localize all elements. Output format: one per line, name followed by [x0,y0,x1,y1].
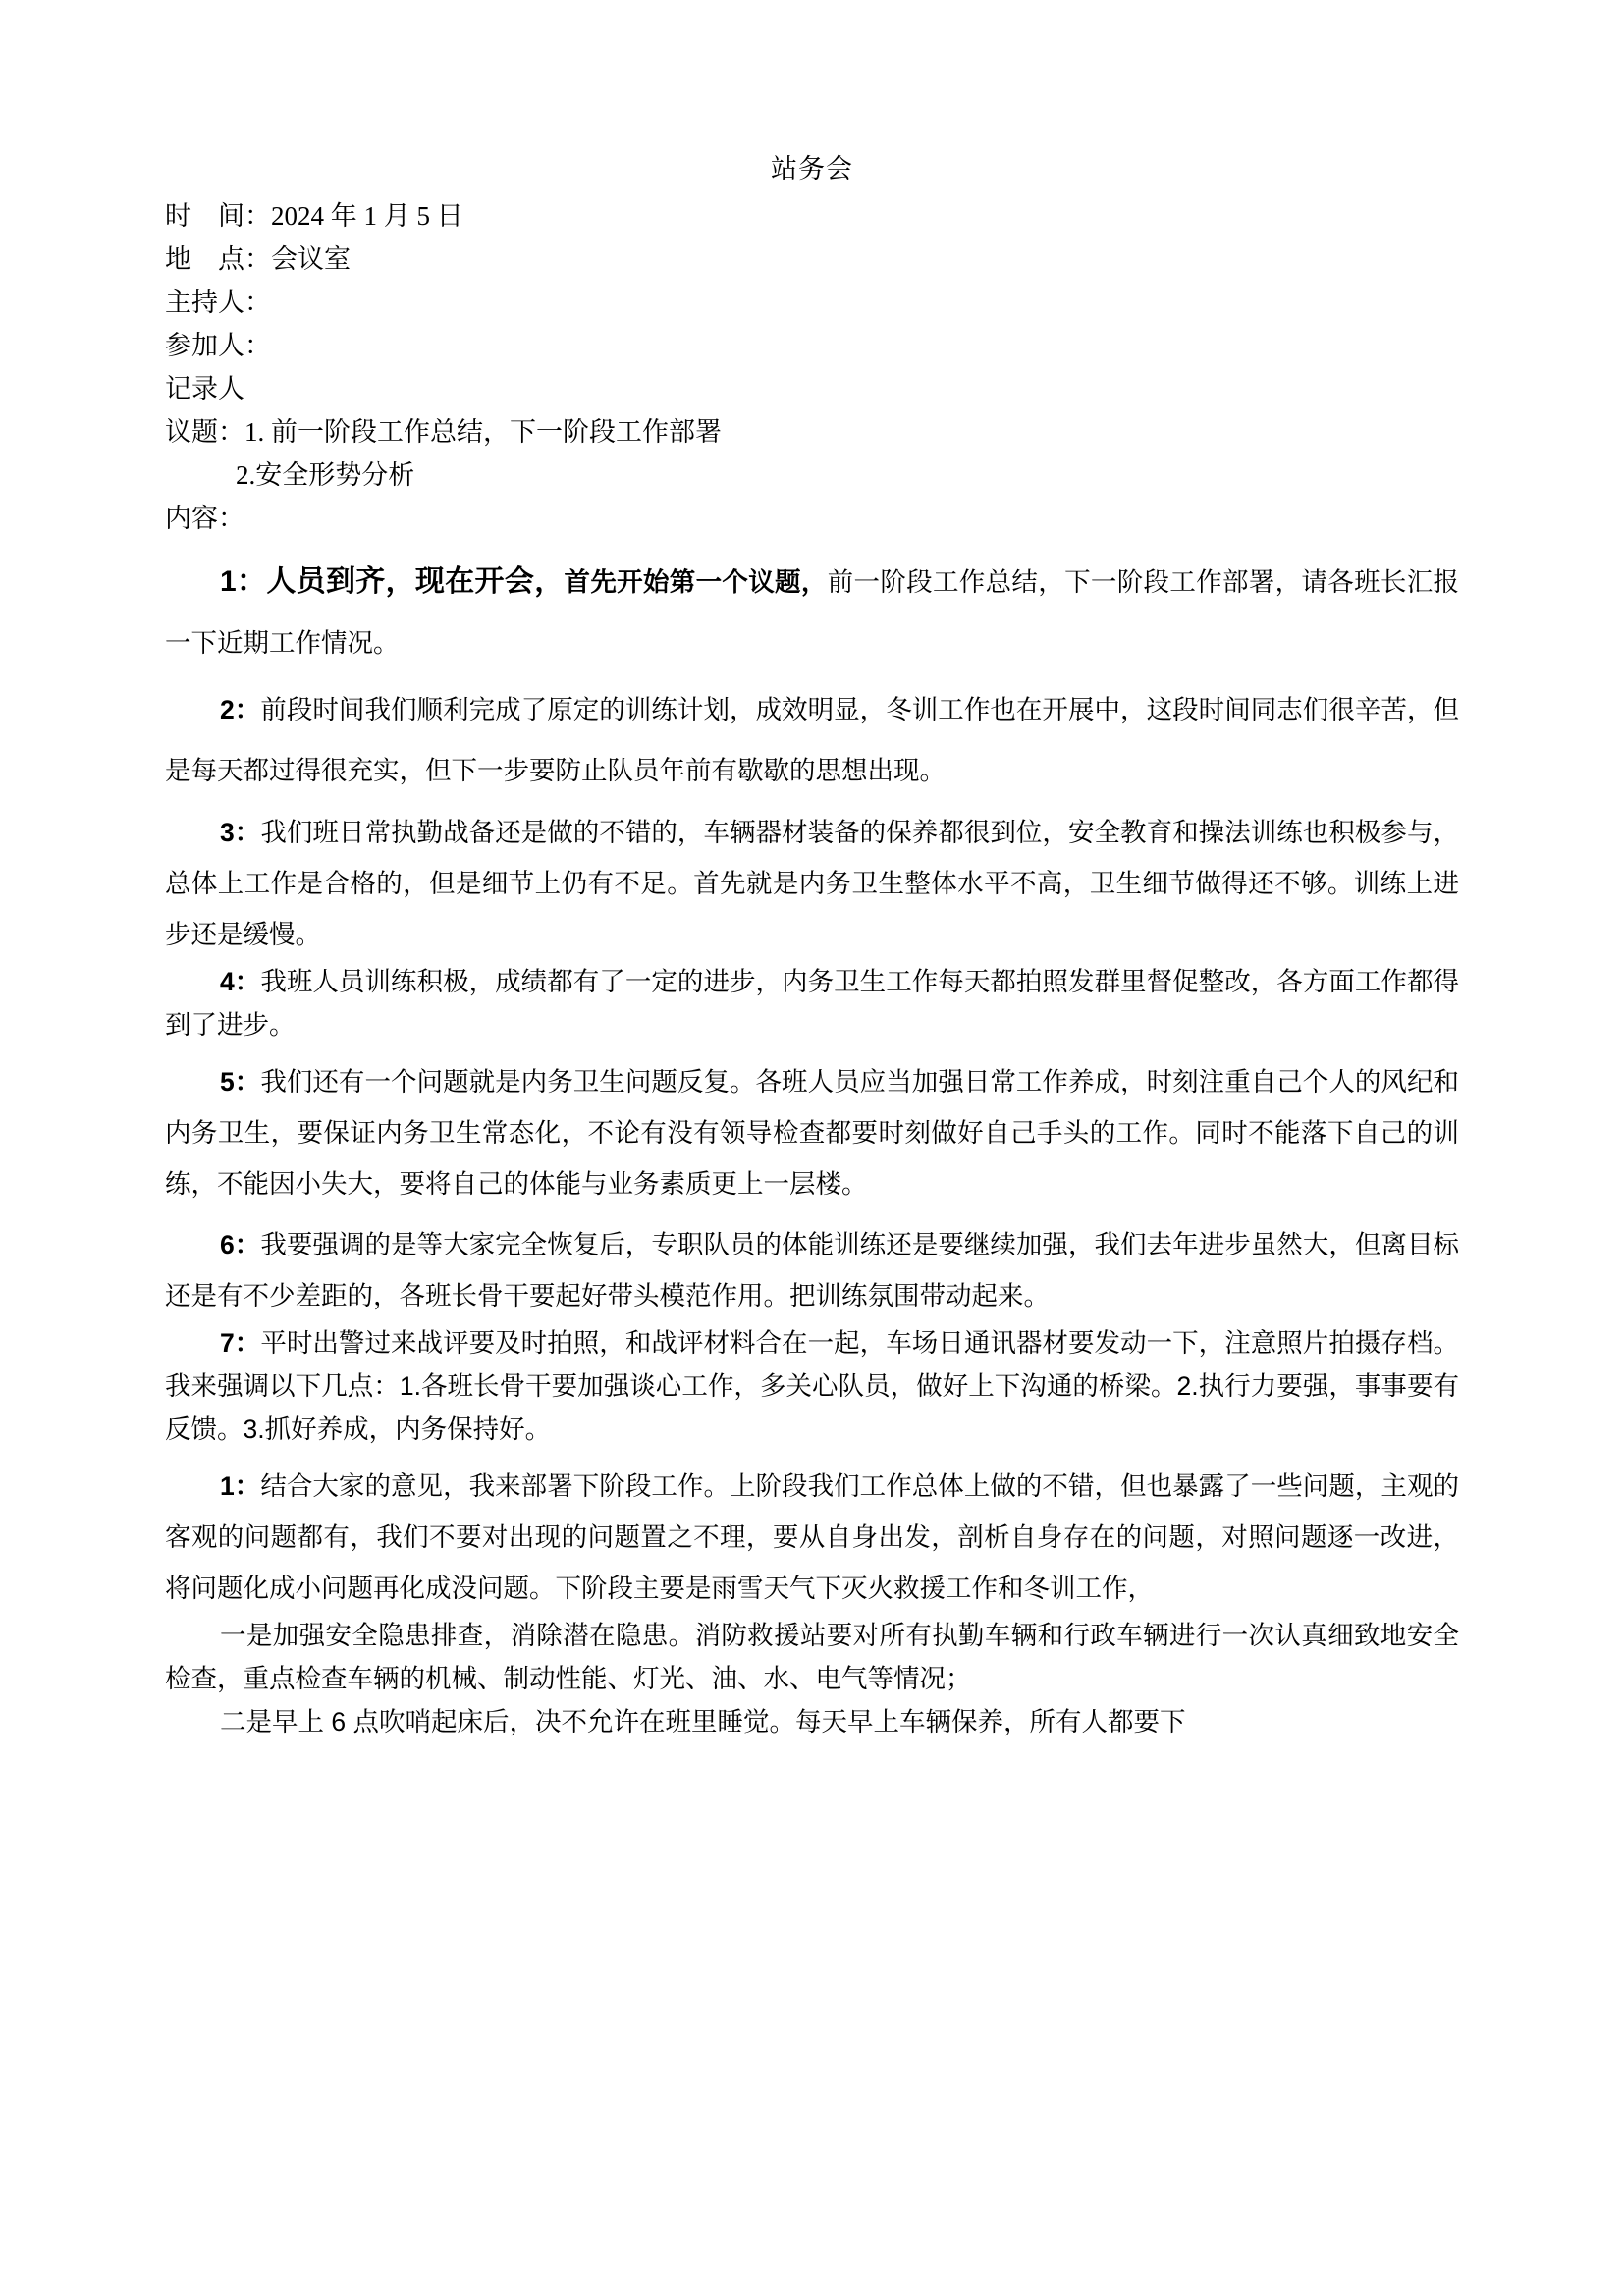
paragraph-1-number: 1： [220,565,267,598]
meta-label-attendees: 参加人： [165,331,271,360]
meta-row-recorder [165,367,1459,410]
meta-row-location [165,238,1459,281]
paragraph-5-body: 我们还有一个问题就是内务卫生问题反复。各班人员应当加强日常工作养成，时刻注重自己个人的风纪和内务卫生，要保证内务卫生常态化，不论有没有领导检查都要时刻做好自己手头的工作。同时不能落下自己的训练，不能因小失大，要将自己的体能与业务素质更上一层楼。 [165,1067,1459,1199]
content-label: 内容： [165,504,244,533]
paragraph-5 [165,1056,1459,1209]
paragraph-3-body: 我们班日常执勤战备还是做的不错的，车辆器材装备的保养都很到位，安全教育和操法训练也积极参与，总体上工作是合格的，但是细节上仍有不足。首先就是内务卫生整体水平不高，卫生细节做得还不够。训练上进步还是缓慢。 [165,818,1459,949]
paragraph-5-number: 5： [220,1067,261,1096]
paragraph-3 [165,807,1459,960]
paragraph-4-body: 我班人员训练积极，成绩都有了一定的进步，内务卫生工作每天都拍照发群里督促整改，各方面工作都得到了进步。 [165,967,1459,1040]
paragraph-8-body: 结合大家的意见，我来部署下阶段工作。上阶段我们工作总体上做的不错，但也暴露了一些问题，主观的客观的问题都有，我们不要对出现的问题置之不理，要从自身出发，剖析自身存在的问题，对照问题逐一改进，将问题化成小问题再化成没问题。下阶段主要是雨雪天气下灭火救援工作和冬训工作， [165,1471,1459,1603]
paragraph-7-body: 平时出警过来战评要及时拍照，和战评材料合在一起，车场日通讯器材要发动一下，注意照片拍摄存档。我来强调以下几点：1.各班长骨干要加强谈心工作，多关心队员，做好上下沟通的桥梁。2.执行力要强，事事要有反馈。3.抓好养成，内务保持好。 [165,1328,1459,1444]
agenda-item-2-row [165,454,1459,497]
meta-label-location: 地 点： [165,244,271,274]
paragraph-1-bold-head: 人员到齐，现在开会， [266,565,565,598]
paragraph-4-number: 4： [220,967,261,996]
meta-label-host: 主持人： [165,288,271,317]
paragraph-2 [165,679,1459,801]
meta-row-time [165,194,1459,238]
paragraph-6 [165,1219,1459,1321]
agenda-item-1: 1. 前一阶段工作总结，下一阶段工作部署 [244,417,722,447]
paragraph-7 [165,1321,1459,1451]
paragraph-3-number: 3： [220,818,261,847]
paragraph-6-body: 我要强调的是等大家完全恢复后，专职队员的体能训练还是要继续加强，我们去年进步虽然大，但离目标还是有不少差距的，各班长骨干要起好带头模范作用。把训练氛围带动起来。 [165,1230,1459,1310]
paragraph-1-body: 前一阶段工作总结，下一阶段工作部署，请各班长汇报一下近期工作情况。 [165,567,1460,658]
paragraph-9-body: 一是加强安全隐患排查，消除潜在隐患。消防救援站要对所有执勤车辆和行政车辆进行一次认真细致地安全检查，重点检查车辆的机械、制动性能、灯光、油、水、电气等情况； [165,1621,1459,1693]
paragraph-1 [165,552,1459,673]
paragraph-8 [165,1461,1459,1614]
paragraph-9 [165,1614,1459,1700]
paragraph-8-number: 1： [220,1471,261,1501]
agenda-item-2: 2.安全形势分析 [236,460,415,490]
paragraph-4 [165,960,1459,1046]
meta-row-host [165,281,1459,324]
meta-label-recorder: 记录人 [165,374,244,403]
page-title: 站务会 [771,154,853,184]
paragraph-6-number: 6： [220,1230,261,1259]
paragraph-10 [165,1700,1459,1743]
paragraph-10-body: 二是早上 6 点吹哨起床后，决不允许在班里睡觉。每天早上车辆保养，所有人都要下 [220,1707,1186,1736]
paragraph-2-number: 2： [220,695,261,724]
paragraph-2-body: 前段时间我们顺利完成了原定的训练计划，成效明显，冬训工作也在开展中，这段时间同志们很辛苦，但是每天都过得很充实，但下一步要防止队员年前有歇歇的思想出现。 [165,695,1459,785]
agenda-label: 议题： [165,417,244,447]
paragraph-1-semi-head: 首先开始第一个议题， [564,567,828,597]
agenda-row [165,410,1459,454]
paragraph-7-number: 7： [220,1328,261,1358]
meta-value-location: 会议室 [271,244,351,274]
meta-value-time: 2024 年 1 月 5 日 [271,201,463,231]
meta-label-time: 时 间： [165,201,271,231]
meta-row-attendees [165,324,1459,367]
